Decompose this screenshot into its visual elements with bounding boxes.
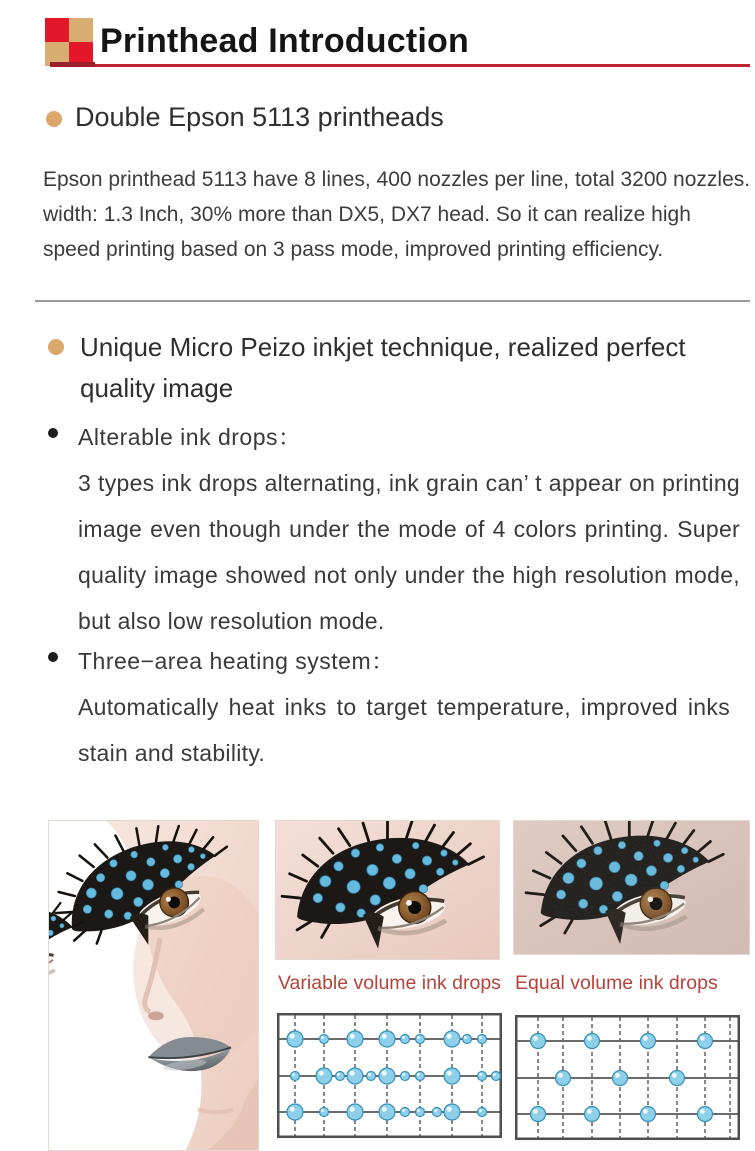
sub2-heading: Three−area heating system： bbox=[78, 648, 395, 674]
black-bullet-icon bbox=[48, 652, 58, 662]
model-face-photo bbox=[48, 820, 259, 1151]
sub2-body: Automatically heat inks to target temperature, improved inks stain and stability. bbox=[78, 694, 730, 766]
sub1-heading: Alterable ink drops： bbox=[78, 424, 302, 450]
point1-body: Epson printhead 5113 have 8 lines, 400 nozzles per line, total 3200 nozzles. width: 1.3 Inch, 30% more than DX5, DX7 head. So it can realize high speed printing based on 3 pass mode, improved printing efficiency. bbox=[43, 168, 751, 261]
equal-drops-eye-photo bbox=[513, 820, 750, 955]
caption-equal-volume: Equal volume ink drops bbox=[515, 972, 718, 994]
header-checker-icon bbox=[45, 18, 93, 66]
caption-variable-volume: Variable volume ink drops bbox=[278, 972, 501, 994]
title-underline bbox=[50, 64, 750, 67]
checker-square-red bbox=[45, 18, 69, 42]
sub1-body: 3 types ink drops alternating, ink grain can’ t appear on printing image even though under the mode of 4 colors printing. Super quality image showed not only under the high resolution mode, but also low resolution mode. bbox=[78, 470, 740, 634]
section-divider bbox=[35, 300, 750, 302]
tan-bullet-icon bbox=[48, 339, 64, 355]
equal-ink-drops-diagram bbox=[515, 1015, 740, 1140]
tan-bullet-icon bbox=[46, 111, 62, 127]
page-title: Printhead Introduction bbox=[100, 22, 469, 60]
point2-heading: Unique Micro Peizo inkjet technique, realized perfect quality image bbox=[80, 332, 686, 403]
variable-drops-eye-photo bbox=[275, 820, 500, 960]
point1-heading: Double Epson 5113 printheads bbox=[75, 102, 444, 132]
black-bullet-icon bbox=[48, 428, 58, 438]
checker-square-tan bbox=[69, 18, 93, 42]
variable-ink-drops-diagram bbox=[277, 1013, 502, 1138]
